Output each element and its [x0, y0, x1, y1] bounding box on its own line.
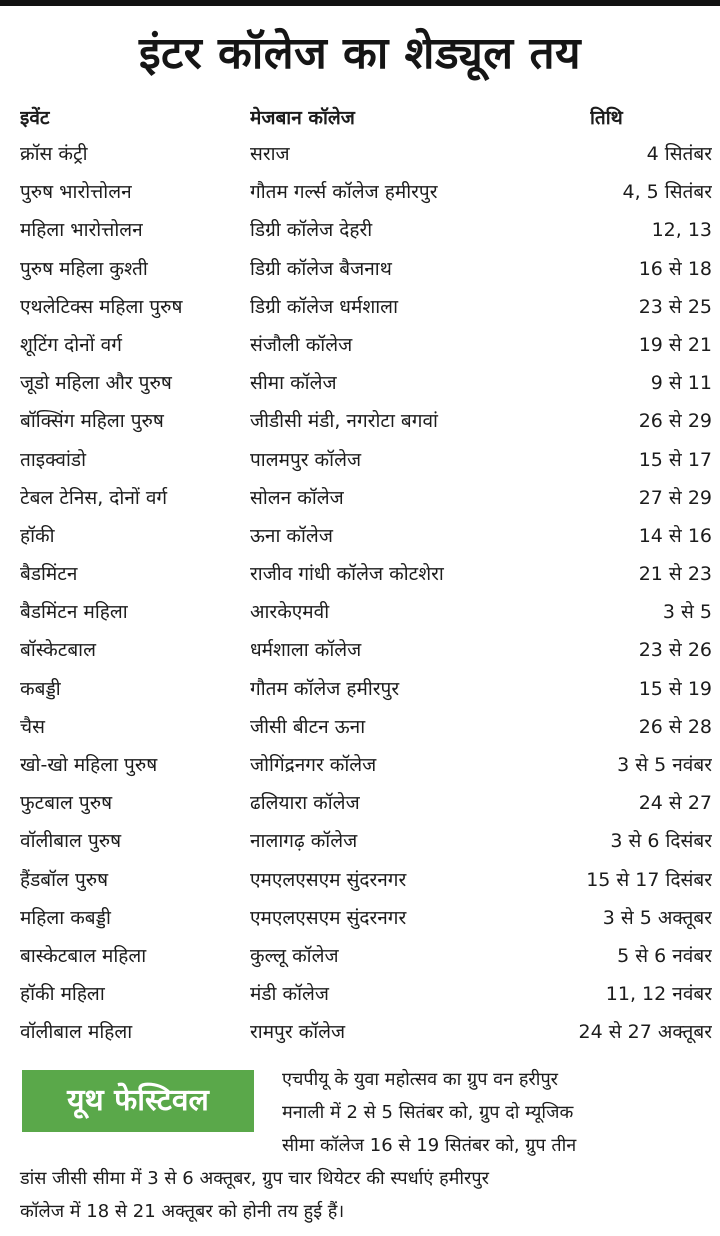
date-cell: 24 से 27 — [638, 792, 712, 815]
table-row — [0, 899, 720, 937]
table-row — [0, 250, 720, 288]
table-row — [0, 326, 720, 364]
date-cell: 3 से 6 दिसंबर — [610, 830, 712, 853]
date-cell: 14 से 16 — [638, 524, 712, 547]
date-cell: 26 से 29 — [638, 410, 712, 433]
event-cell: वॉलीबाल महिला — [20, 1021, 133, 1044]
host-cell: डिग्री कॉलेज धर्मशाला — [250, 295, 398, 318]
date-cell: 9 से 11 — [650, 372, 712, 395]
table-row — [0, 173, 720, 211]
event-cell: महिला कबड्डी — [20, 906, 111, 929]
event-cell: पुरुष भारोत्तोलन — [20, 181, 132, 204]
host-cell: ढलियारा कॉलेज — [250, 792, 360, 815]
host-cell: जोगिंद्रनगर कॉलेज — [250, 754, 377, 776]
event-cell: बॉस्केटबाल — [20, 639, 96, 662]
event-cell: हैंडबॉल पुरुष — [20, 868, 109, 891]
date-cell: 15 से 19 — [638, 677, 712, 700]
table-row — [0, 593, 720, 631]
event-cell: हॉकी — [20, 524, 55, 547]
host-cell: रामपुर कॉलेज — [250, 1021, 346, 1044]
host-cell: सराज — [250, 143, 290, 165]
event-cell: ताइक्वांडो — [20, 448, 87, 471]
host-cell: आरकेएमवी — [250, 601, 330, 624]
event-cell: कबड्डी — [20, 677, 61, 700]
date-cell: 26 से 28 — [638, 715, 712, 738]
host-cell: मंडी कॉलेज — [250, 983, 329, 1006]
event-cell: खो-खो महिला पुरुष — [20, 754, 158, 776]
host-cell: जीडीसी मंडी, नगरोटा बगवां — [250, 410, 438, 433]
header-date: तिथि — [590, 107, 623, 129]
table-row — [0, 975, 720, 1013]
header-event: इवेंट — [20, 107, 50, 129]
table-row — [0, 441, 720, 479]
table-header-row — [0, 101, 720, 135]
event-cell: टेबल टेनिस, दोनों वर्ग — [20, 486, 168, 509]
top-rule — [0, 0, 720, 6]
host-cell: डिग्री कॉलेज बैजनाथ — [250, 257, 392, 280]
host-cell: कुल्लू कॉलेज — [250, 944, 339, 967]
event-cell: पुरुष महिला कुश्ती — [20, 257, 148, 280]
host-cell: सोलन कॉलेज — [250, 486, 344, 509]
event-cell: शूटिंग दोनों वर्ग — [20, 333, 122, 356]
event-cell: महिला भारोत्तोलन — [20, 219, 143, 242]
host-cell: गौतम गर्ल्स कॉलेज हमीरपुर — [250, 181, 438, 204]
host-cell: संजौली कॉलेज — [250, 333, 353, 356]
event-cell: बैडमिंटन — [20, 563, 78, 586]
table-row — [0, 555, 720, 593]
table-row — [0, 822, 720, 860]
event-cell: वॉलीबाल पुरुष — [20, 830, 122, 853]
table-row — [0, 364, 720, 402]
date-cell: 3 से 5 नवंबर — [617, 754, 712, 776]
date-cell: 23 से 25 — [638, 295, 712, 318]
host-cell: गौतम कॉलेज हमीरपुर — [250, 677, 400, 700]
event-cell: बॉक्सिंग महिला पुरुष — [20, 410, 164, 433]
date-cell: 16 से 18 — [638, 257, 712, 280]
event-cell: बैडमिंटन महिला — [20, 601, 128, 624]
youth-festival-line: कॉलेज में 18 से 21 अक्तूबर को होनी तय हुई हैं। — [20, 1201, 345, 1222]
date-cell: 4 सितंबर — [646, 143, 712, 165]
table-row — [0, 784, 720, 822]
table-row — [0, 479, 720, 517]
youth-festival-line: सीमा कॉलेज 16 से 19 सितंबर को, ग्रुप तीन — [282, 1135, 577, 1156]
date-cell: 19 से 21 — [638, 333, 712, 356]
date-cell: 12, 13 — [651, 219, 712, 242]
table-row — [0, 631, 720, 669]
youth-festival-section — [0, 1063, 720, 1233]
date-cell: 23 से 26 — [638, 639, 712, 662]
date-cell: 3 से 5 अक्तूबर — [602, 906, 712, 929]
date-cell: 27 से 29 — [638, 486, 712, 509]
event-cell: जूडो महिला और पुरुष — [20, 372, 172, 395]
event-cell: हॉकी महिला — [20, 983, 105, 1006]
host-cell: सीमा कॉलेज — [250, 372, 337, 395]
host-cell: धर्मशाला कॉलेज — [250, 639, 362, 662]
host-cell: राजीव गांधी कॉलेज कोटशेरा — [250, 563, 444, 586]
table-row — [0, 288, 720, 326]
host-cell: पालमपुर कॉलेज — [250, 448, 362, 471]
date-cell: 5 से 6 नवंबर — [617, 944, 712, 967]
page-title: इंटर कॉलेज का शेड्यूल तय — [138, 28, 582, 79]
date-cell: 3 से 5 — [662, 601, 712, 624]
table-row — [0, 402, 720, 440]
date-cell: 24 से 27 अक्तूबर — [578, 1021, 712, 1044]
youth-festival-text — [20, 1063, 706, 1228]
host-cell: एमएलएसएम सुंदरनगर — [250, 906, 407, 929]
youth-festival-line: एचपीयू के युवा महोत्सव का ग्रुप वन हरीपुर — [282, 1069, 559, 1090]
event-cell: क्रॉस कंट्री — [20, 143, 88, 165]
date-cell: 21 से 23 — [638, 563, 712, 586]
table-row — [0, 937, 720, 975]
date-cell: 11, 12 नवंबर — [605, 983, 712, 1006]
host-cell: डिग्री कॉलेज देहरी — [250, 219, 373, 242]
table-row — [0, 708, 720, 746]
table-row — [0, 517, 720, 555]
host-cell: जीसी बीटन ऊना — [250, 715, 366, 738]
table-row — [0, 1013, 720, 1051]
header-host: मेजबान कॉलेज — [250, 107, 355, 129]
host-cell: ऊना कॉलेज — [250, 524, 333, 547]
youth-festival-line: डांस जीसी सीमा में 3 से 6 अक्तूबर, ग्रुप चार थियेटर की स्पर्धाएं हमीरपुर — [20, 1168, 489, 1189]
host-cell: एमएलएसएम सुंदरनगर — [250, 868, 407, 891]
date-cell: 15 से 17 दिसंबर — [586, 868, 712, 891]
date-cell: 4, 5 सितंबर — [622, 181, 712, 204]
table-row — [0, 861, 720, 899]
table-row — [0, 670, 720, 708]
youth-festival-badge: यूथ फेस्टिवल — [22, 1070, 254, 1132]
event-cell: बास्केटबाल महिला — [20, 944, 147, 967]
schedule-table — [0, 101, 720, 1052]
date-cell: 15 से 17 — [638, 448, 712, 471]
table-row — [0, 746, 720, 784]
table-row — [0, 211, 720, 249]
youth-festival-line: मनाली में 2 से 5 सितंबर को, ग्रुप दो म्यूजिक — [282, 1102, 574, 1123]
event-cell: एथलेटिक्स महिला पुरुष — [20, 295, 183, 318]
event-cell: चैस — [20, 715, 45, 738]
host-cell: नालागढ़ कॉलेज — [250, 830, 358, 853]
table-row — [0, 135, 720, 173]
event-cell: फुटबाल पुरुष — [20, 792, 113, 815]
